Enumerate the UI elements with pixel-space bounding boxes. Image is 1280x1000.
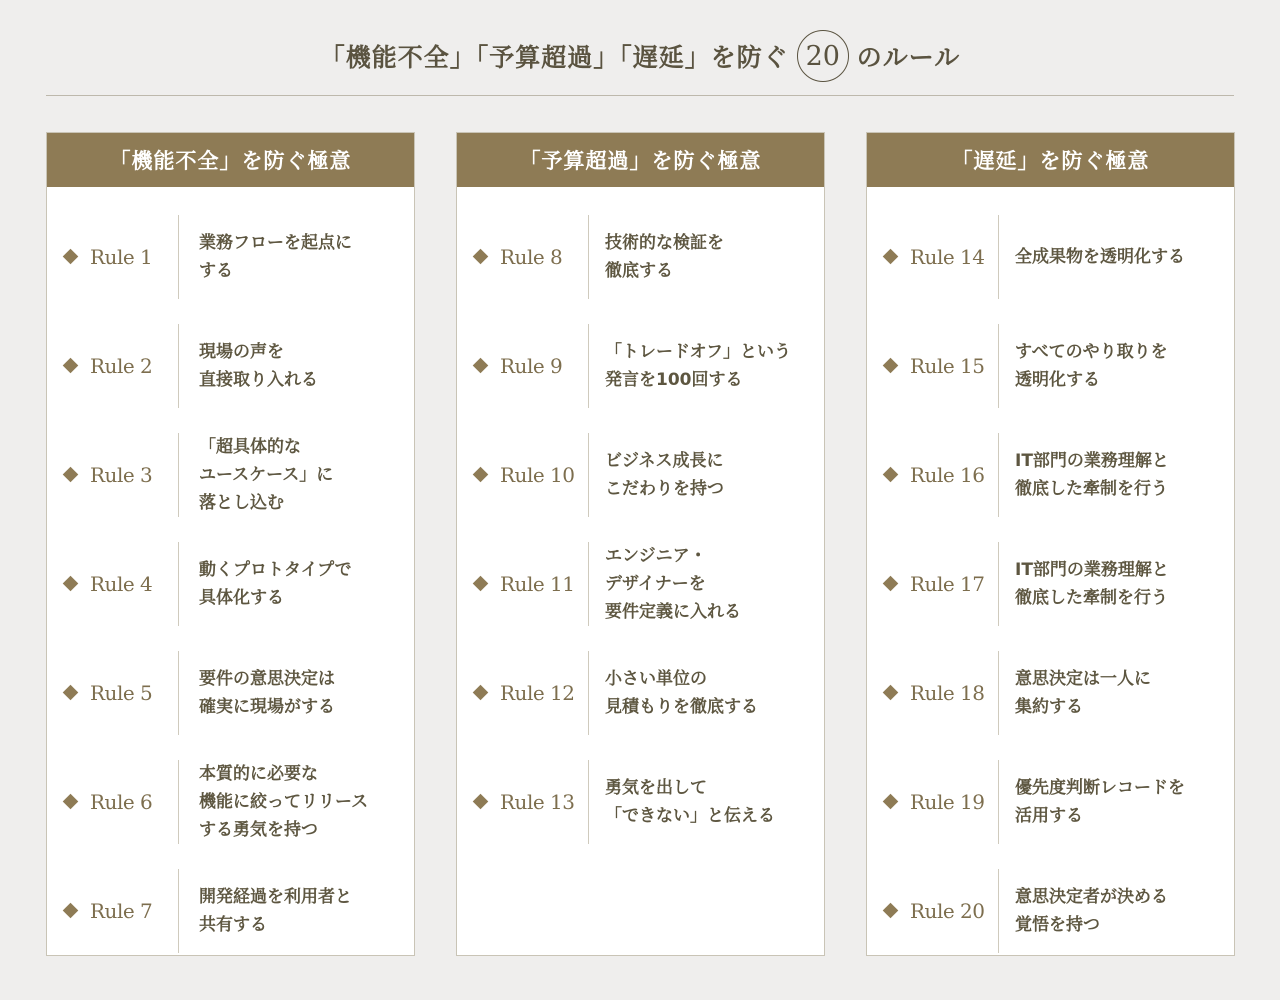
rule-item (47, 202, 414, 311)
diamond-icon (883, 249, 899, 265)
rule-number: Rule 15 (910, 353, 985, 378)
title-divider (46, 95, 1234, 96)
rule-number: Rule 3 (90, 462, 153, 487)
diamond-icon (63, 467, 79, 483)
rule-text: IT部門の業務理解と 徹底した牽制を行う (1015, 559, 1169, 608)
rule-text: 全成果物を透明化する (1015, 246, 1185, 267)
rule-item (457, 311, 824, 420)
rule-text: IT部門の業務理解と 徹底した牽制を行う (1015, 450, 1169, 499)
diamond-icon (883, 467, 899, 483)
rule-number: Rule 4 (90, 571, 153, 596)
rule-text: 勇気を出して 「できない」と伝える (605, 777, 775, 826)
diamond-icon (63, 576, 79, 592)
rule-number: Rule 12 (500, 680, 575, 705)
rule-text: 開発経過を利用者と 共有する (199, 886, 352, 935)
diamond-icon (473, 249, 489, 265)
rule-number: Rule 7 (90, 898, 153, 923)
rule-text: 要件の意思決定は 確実に現場がする (199, 668, 335, 717)
column-header: 「機能不全」を防ぐ極意 (47, 133, 414, 187)
rule-number: Rule 9 (500, 353, 563, 378)
column-delay (866, 132, 1235, 956)
rule-list (867, 187, 1234, 965)
rule-text: 意思決定者が決める 覚悟を持つ (1015, 886, 1168, 935)
page-title (0, 30, 1280, 82)
rule-number: Rule 19 (910, 789, 985, 814)
rule-item (47, 747, 414, 856)
title-prefix: 「機能不全」「予算超過」「遅延」を防ぐ (319, 43, 789, 72)
rule-item (47, 311, 414, 420)
rule-item (457, 747, 824, 856)
rule-text: 本質的に必要な 機能に絞ってリリース する勇気を持つ (199, 763, 369, 840)
column-malfunction (46, 132, 415, 956)
rule-item (47, 420, 414, 529)
diamond-icon (883, 576, 899, 592)
rule-item (457, 529, 824, 638)
rule-number: Rule 5 (90, 680, 153, 705)
diamond-icon (473, 794, 489, 810)
column-budget-overrun (456, 132, 825, 956)
rule-number: Rule 11 (500, 571, 575, 596)
rule-item (867, 420, 1234, 529)
rule-item (47, 856, 414, 965)
diamond-icon (473, 358, 489, 374)
rule-text: 小さい単位の 見積もりを徹底する (605, 668, 758, 717)
rule-item (457, 420, 824, 529)
rule-list (47, 187, 414, 965)
rule-number: Rule 20 (910, 898, 985, 923)
rule-text: すべてのやり取りを 透明化する (1015, 341, 1168, 390)
diamond-icon (473, 467, 489, 483)
rule-text: 意思決定は一人に 集約する (1015, 668, 1151, 717)
rule-item (867, 202, 1234, 311)
rule-number: Rule 2 (90, 353, 153, 378)
rule-item (47, 529, 414, 638)
rule-item (867, 856, 1234, 965)
rule-item (457, 638, 824, 747)
diamond-icon (63, 794, 79, 810)
rule-text: 業務フローを起点に する (199, 232, 352, 281)
diamond-icon (883, 903, 899, 919)
rule-number: Rule 17 (910, 571, 985, 596)
rule-item (867, 747, 1234, 856)
diamond-icon (883, 358, 899, 374)
rule-item (47, 638, 414, 747)
diamond-icon (63, 903, 79, 919)
rule-list (457, 187, 824, 856)
diamond-icon (883, 685, 899, 701)
diamond-icon (63, 685, 79, 701)
rule-text: エンジニア・ デザイナーを 要件定義に入れる (605, 545, 741, 622)
column-header: 「遅延」を防ぐ極意 (867, 133, 1234, 187)
rule-item (867, 529, 1234, 638)
rule-text: 優先度判断レコードを 活用する (1015, 777, 1185, 826)
rule-number: Rule 1 (90, 244, 153, 269)
rule-number: Rule 10 (500, 462, 575, 487)
rule-item (867, 638, 1234, 747)
diamond-icon (883, 794, 899, 810)
rule-text: ビジネス成長に こだわりを持つ (605, 450, 724, 499)
rule-number: Rule 16 (910, 462, 985, 487)
rule-item (867, 311, 1234, 420)
diamond-icon (63, 249, 79, 265)
title-suffix: のルール (856, 43, 961, 72)
rule-number: Rule 8 (500, 244, 563, 269)
rule-number: Rule 14 (910, 244, 985, 269)
rule-text: 動くプロトタイプで 具体化する (199, 559, 352, 608)
rule-text: 現場の声を 直接取り入れる (199, 341, 318, 390)
rule-number: Rule 13 (500, 789, 575, 814)
rule-text: 技術的な検証を 徹底する (605, 232, 724, 281)
title-number-badge: 20 (797, 30, 849, 82)
rule-number: Rule 6 (90, 789, 153, 814)
column-header: 「予算超過」を防ぐ極意 (457, 133, 824, 187)
rule-text: 「超具体的な ユースケース」に 落とし込む (199, 436, 334, 513)
rule-text: 「トレードオフ」という 発言を100回する (605, 341, 791, 390)
rule-number: Rule 18 (910, 680, 985, 705)
diamond-icon (63, 358, 79, 374)
rule-item (457, 202, 824, 311)
diamond-icon (473, 576, 489, 592)
diamond-icon (473, 685, 489, 701)
